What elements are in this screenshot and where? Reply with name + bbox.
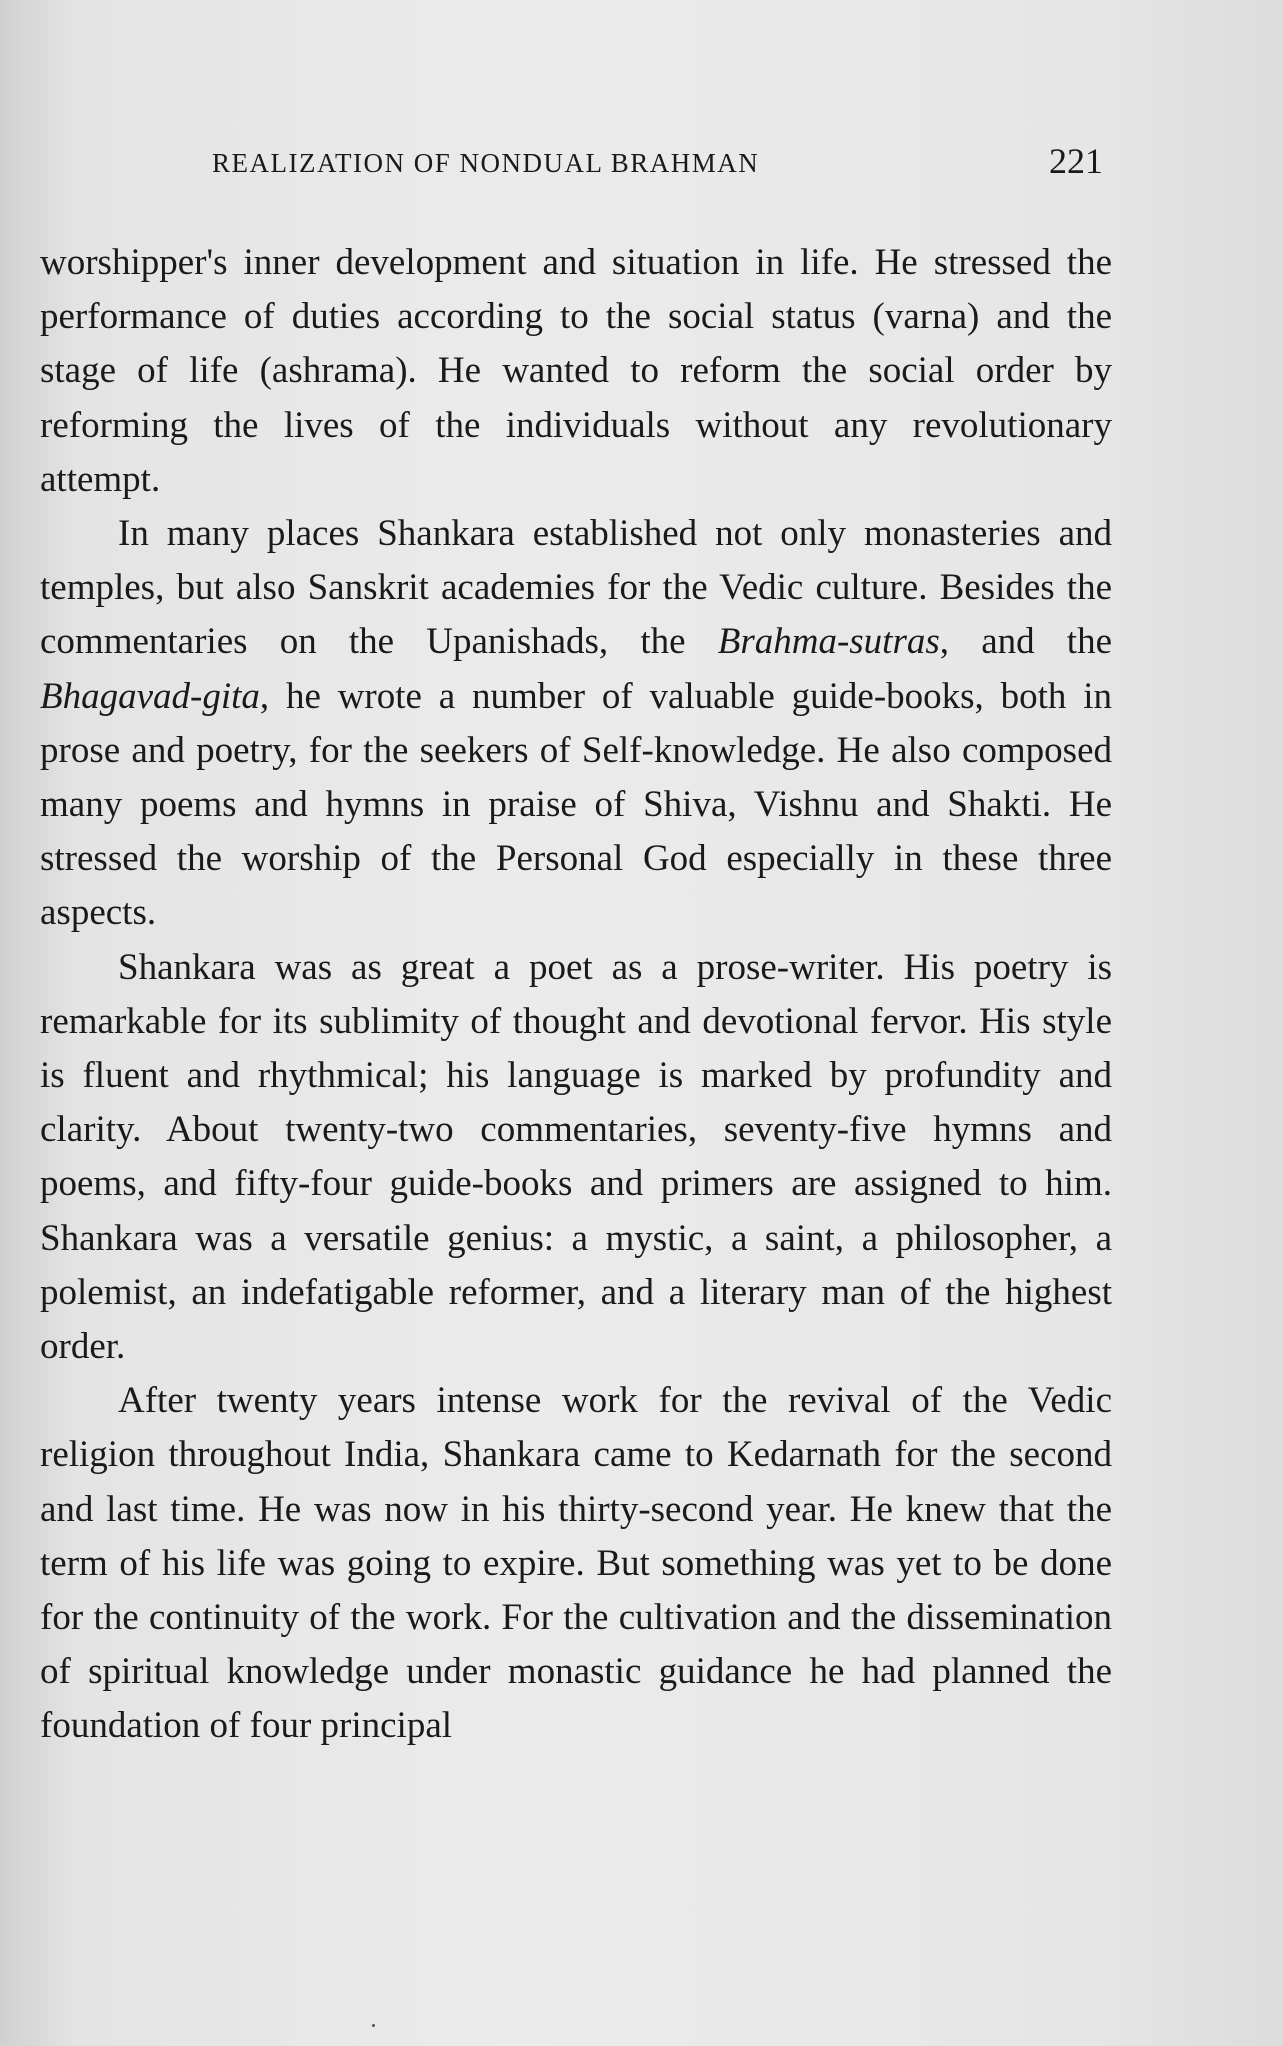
paragraph-4	[40, 1374, 1112, 1753]
paragraph-text: Shankara was as great a poet as a prose-writer. His poetry is remarkable for its sublimity of thought and devotional fervor. His style is fluent and rhythmical; his language is marked by profundity and clarity. About twenty-two commentaries, seventy-five hymns and poems, and fifty-four guide-books and primers are assigned to him. Shankara was a versatile genius: a mystic, a saint, a philosopher, a polemist, an indefatigable reformer, and a literary man of the highest order.	[40, 946, 1112, 1368]
book-title-bhagavad-gita: Bhagavad-gita	[40, 675, 260, 717]
paragraph-text: After twenty years intense work for the revival of the Vedic religion throughout India, Shankara came to Kedarnath for the second and last time. He was now in his thirty-second year. He knew that the term of his life was going to expire. But something was yet to be done for the continuity of the work. For the cultivation and the dissemination of spiritual knowledge under monastic guidance he had planned the foundation of four principal	[40, 1380, 1112, 1747]
running-header: REALIZATION OF NONDUAL BRAHMAN	[212, 148, 760, 178]
paragraph-text: , and the	[939, 621, 1113, 663]
paragraph-2	[40, 507, 1112, 941]
paragraph-text: , he wrote a number of valuable guide-books, both in prose and poetry, for the seekers of Self-knowledge. He also composed many poems and hymns in praise of Shiva, Vishnu and Shakti. He stressed the worship of the Personal God especially in these three aspects.	[40, 675, 1112, 934]
book-title-brahma-sutras: Brahma-sutras	[717, 621, 940, 663]
body-text	[40, 236, 1112, 1754]
page-number: 221	[1049, 141, 1103, 181]
paragraph-text: worshipper's inner development and situation in life. He stressed the performance of duties according to the social status (varna) and the stage of life (ashrama). He wanted to reform the social order by reforming the lives of the individuals without any revolutionary attempt.	[40, 242, 1112, 500]
paragraph-1	[40, 236, 1112, 507]
ink-speck	[372, 2024, 375, 2027]
paragraph-3	[40, 941, 1112, 1375]
paragraph-text: In many places Shankara established not only monasteries and temples, but also Sanskrit academies for the Vedic culture. Besides the commentaries on the Upanishads, the	[40, 513, 1112, 663]
